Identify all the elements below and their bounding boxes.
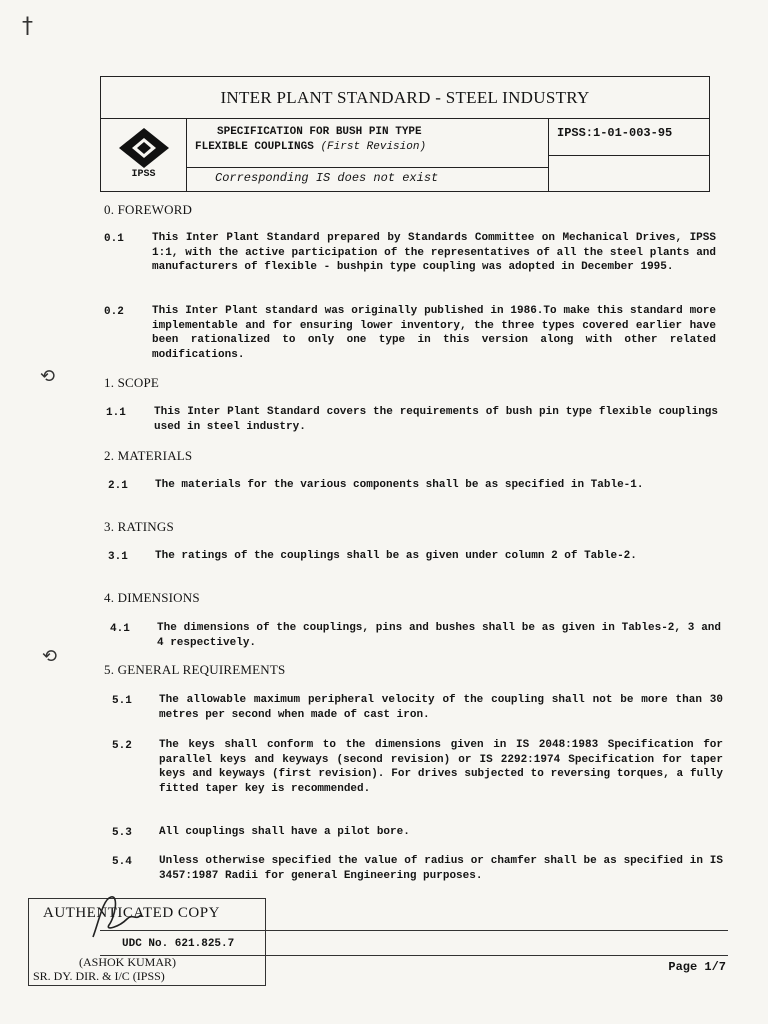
section-heading-ratings: 3. RATINGS [104,519,174,534]
specification-cell [187,119,549,191]
clause-2-1-text: The materials for the various components shall be as specified in Table-1. [155,479,644,491]
spec-revision: (First Revision) [320,141,427,153]
page-number: Page 1/7 [668,960,726,974]
clause-number: 1.1 [106,407,126,419]
ipss-logo-icon [118,127,170,169]
scan-mark: † [22,14,33,39]
clause-5-3-text: All couplings shall have a pilot bore. [159,826,410,838]
standard-code: IPSS:1-01-003-95 [557,126,673,140]
clause-0-2-text: This Inter Plant standard was originally published in 1986.To make this standard more implementable and for ensuring lower inventory, the three types covered earlier have been rationalized to only one type in this version along with other related modifications. [152,305,716,361]
section-heading-materials: 2. MATERIALS [104,448,193,463]
clause-3-1-text: The ratings of the couplings shall be as given under column 2 of Table-2. [155,550,637,562]
section-heading-foreword: 0. FOREWORD [104,202,193,217]
clause-5-1-text: The allowable maximum peripheral velocity of the coupling shall not be more than 30 metres per second when made of cast iron. [159,694,723,721]
clause-number: 3.1 [108,551,128,563]
clause-0-1-text: This Inter Plant Standard prepared by Standards Committee on Mechanical Drives, IPSS 1:1, with the active participation of the representatives of all the steel plants and manufacturers of flexible - bushpin type coupling was adopted in December 1995. [152,232,716,274]
ipss-logo-cell [101,119,187,191]
code-cell [549,119,709,191]
spec-title-line1: SPECIFICATION FOR BUSH PIN TYPE [217,126,422,138]
logo-label: IPSS [131,169,156,180]
clause-5-4-text: Unless otherwise specified the value of radius or chamfer shall be as specified in IS 3457:1987 Radii for general Engineering purposes. [159,855,723,882]
spec-title-line2 [195,141,426,153]
clause-4-1-text: The dimensions of the couplings, pins and bushes shall be as given in Tables-2, 3 and 4 respectively. [157,622,721,649]
corresponding-is-note: Corresponding IS does not exist [215,171,439,185]
divider [187,167,548,168]
clause-number: 5.2 [112,740,132,752]
signature-icon [85,891,145,943]
stamp-signatory: (ASHOK KUMAR) [79,955,177,969]
clause-1-1-text: This Inter Plant Standard covers the requirements of bush pin type flexible couplings used in steel industry. [154,406,718,433]
clause-number: 5.4 [112,856,132,868]
divider [549,155,709,156]
section-heading-dimensions: 4. DIMENSIONS [104,590,200,605]
section-heading-general-requirements: 5. GENERAL REQUIREMENTS [104,662,286,677]
clause-number: 0.2 [104,306,124,318]
clause-number: 5.3 [112,827,132,839]
clause-number: 4.1 [110,623,130,635]
section-heading-scope: 1. SCOPE [104,375,160,390]
clause-5-2-text: The keys shall conform to the dimensions given in IS 2048:1983 Specification for parallel keys and keyways (second revision) or IS 2292:1974 Specification for taper keys and keyways (first revision). For drives subjected to reversing torques, a fully fitted taper key is recommended. [159,739,723,795]
spec-title-main: FLEXIBLE COUPLINGS [195,141,314,153]
clause-number: 5.1 [112,695,132,707]
stamp-designation: SR. DY. DIR. & I/C (IPSS) [33,969,165,983]
standard-title: INTER PLANT STANDARD - STEEL INDUSTRY [101,77,709,119]
scan-mark: ⟲ [40,366,56,387]
stamp-heading: AUTHENTICATED COPY [43,905,220,921]
clause-number: 0.1 [104,233,124,245]
scan-mark: ⟲ [42,646,58,667]
clause-number: 2.1 [108,480,128,492]
udc-number: UDC No. 621.825.7 [122,938,235,950]
standard-header [100,76,710,192]
